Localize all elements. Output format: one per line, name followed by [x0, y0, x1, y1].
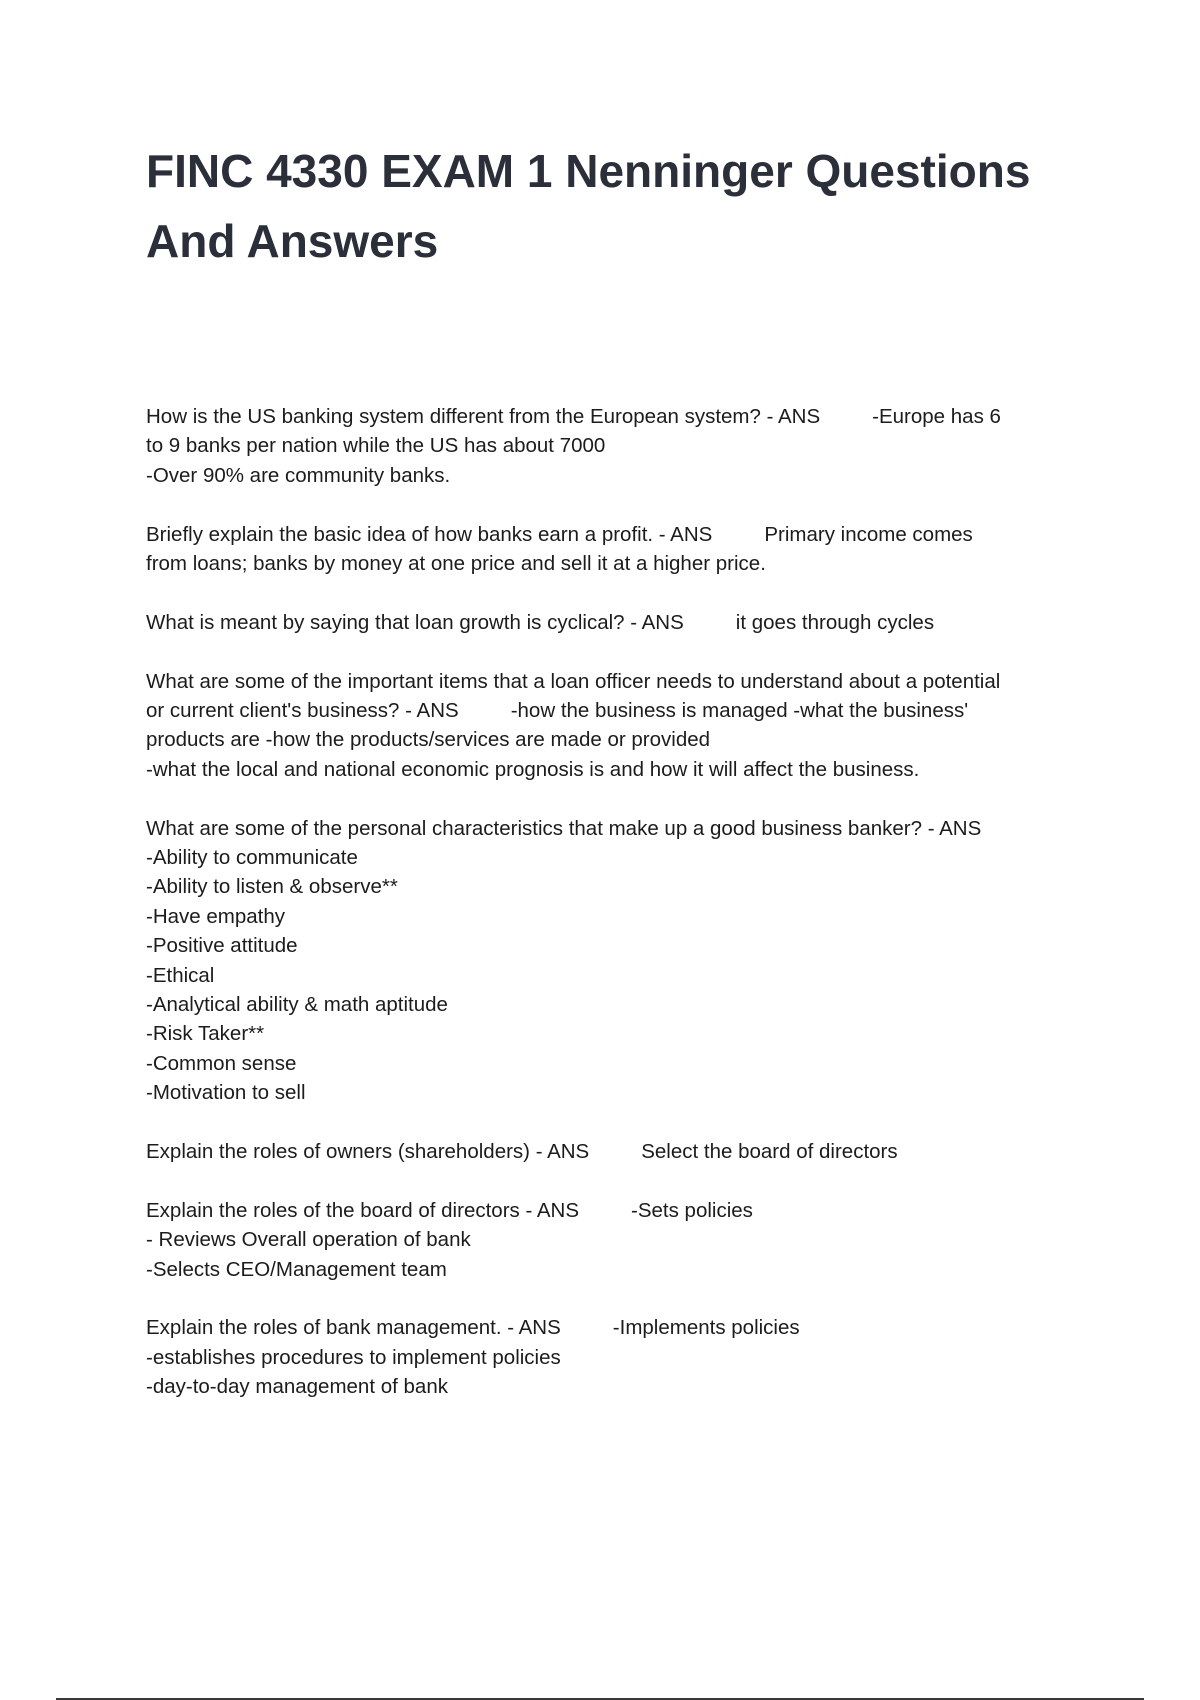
answer-line: from loans; banks by money at one price and sell it at a higher price. — [146, 552, 766, 576]
answer-line: -Over 90% are community banks. — [146, 463, 451, 487]
qa-first-line — [146, 1137, 1086, 1166]
qa-item — [146, 667, 1086, 785]
qa-first-line — [146, 402, 1086, 431]
answer-first-text: Select the board of directors — [641, 1140, 898, 1164]
question-text: Explain the roles of bank management. - ANS — [146, 1316, 561, 1340]
qa-item — [146, 520, 1086, 579]
answer-first-text: -how the business is managed -what the business' — [510, 699, 969, 723]
answer-first-text: Primary income comes — [764, 522, 973, 546]
qa-first-line — [146, 608, 1086, 637]
question-text: What are some of the personal characteristics that make up a good business banker? - ANS — [146, 816, 982, 840]
answer-line: -Ability to communicate — [146, 846, 358, 870]
question-text: Explain the roles of the board of directors - ANS — [146, 1198, 580, 1222]
qa-first-line — [146, 1196, 1086, 1225]
qa-first-line — [146, 696, 1086, 725]
answer-first-text: -Sets policies — [631, 1198, 753, 1222]
title-line-1: FINC 4330 EXAM 1 Nenninger Questions — [146, 145, 1031, 197]
title-line-2: And Answers — [146, 215, 439, 267]
answer-line: -Analytical ability & math aptitude — [146, 993, 448, 1017]
answer-line: -Have empathy — [146, 904, 286, 928]
answer-line: -what the local and national economic prognosis is and how it will affect the business. — [146, 757, 920, 781]
answer-first-text: -Europe has 6 — [872, 405, 1001, 428]
question-text: or current client's business? - ANS — [146, 699, 459, 723]
question-text: What is meant by saying that loan growth is cyclical? - ANS — [146, 610, 684, 634]
answer-line: -Motivation to sell — [146, 1081, 306, 1105]
answer-line: -Ability to listen & observe** — [146, 875, 398, 899]
document-title — [146, 136, 1106, 276]
qa-first-line — [146, 1313, 1086, 1342]
qa-list — [146, 402, 1086, 1431]
qa-item — [146, 1196, 1086, 1284]
answer-line: -day-to-day management of bank — [146, 1375, 448, 1399]
question-text: Briefly explain the basic idea of how banks earn a profit. - ANS — [146, 522, 713, 546]
qa-item — [146, 608, 1086, 637]
answer-line: -Ethical — [146, 963, 215, 987]
answer-line: -establishes procedures to implement policies — [146, 1345, 561, 1369]
question-text: How is the US banking system different from the European system? - ANS — [146, 405, 821, 428]
question-text: Explain the roles of owners (shareholders) - ANS — [146, 1140, 590, 1164]
qa-item — [146, 1137, 1086, 1166]
answer-line: -Selects CEO/Management team — [146, 1257, 447, 1281]
answer-line: -Positive attitude — [146, 934, 298, 958]
answer-first-text: -Implements policies — [612, 1316, 800, 1340]
qa-first-line — [146, 520, 1086, 549]
qa-item — [146, 402, 1086, 490]
answer-first-text: it goes through cycles — [735, 610, 935, 634]
answer-line: -Common sense — [146, 1051, 297, 1075]
qa-item — [146, 814, 1086, 1108]
answer-line: products are -how the products/services are made or provided — [146, 728, 711, 752]
answer-line: - Reviews Overall operation of bank — [146, 1228, 471, 1252]
question-line: What are some of the important items that a loan officer needs to understand about a potential — [146, 669, 1001, 693]
qa-item — [146, 1313, 1086, 1401]
answer-line: -Risk Taker** — [146, 1022, 265, 1046]
answer-line: to 9 banks per nation while the US has about 7000 — [146, 434, 606, 458]
